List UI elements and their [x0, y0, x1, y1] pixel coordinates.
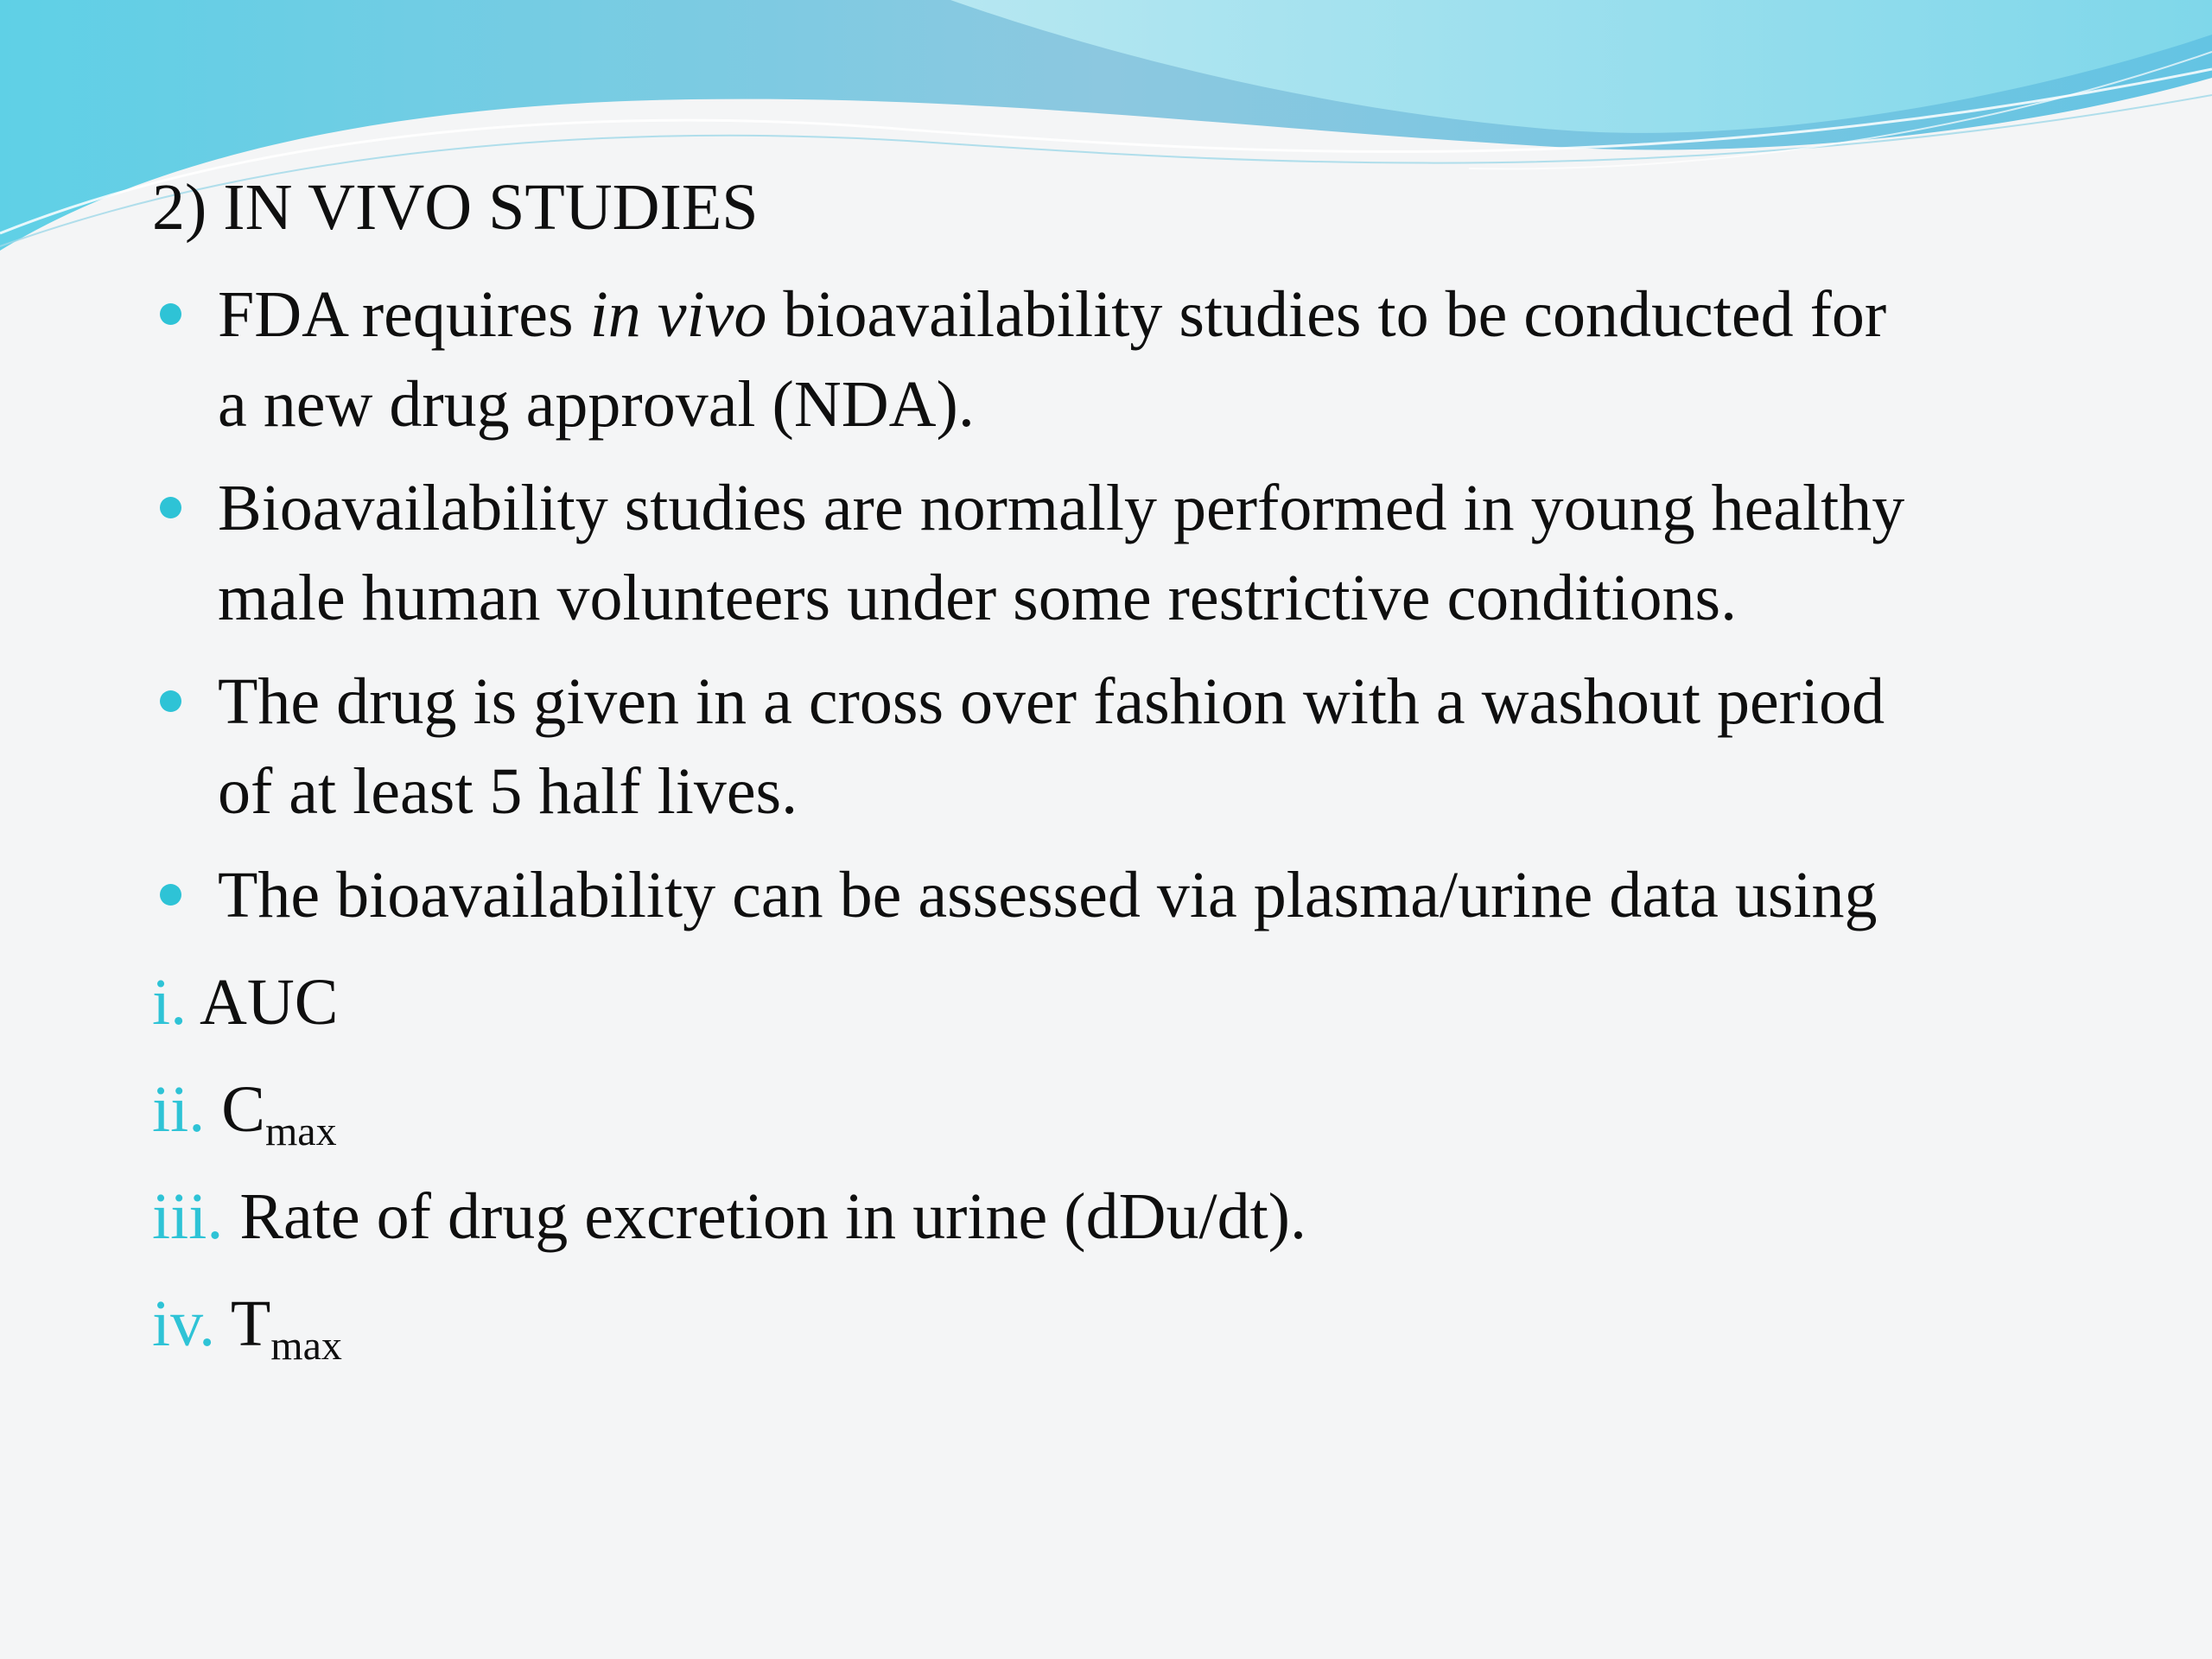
bullet-dot-icon	[160, 884, 181, 906]
list-item-text: AUC	[199, 966, 339, 1039]
list-item-text: C	[221, 1073, 265, 1146]
emphasis-text: in vivo	[589, 278, 767, 351]
bullet-text: Bioavailability studies are normally performed in young healthy male human volunteers under some restrictive conditions.	[218, 472, 1905, 634]
bullet-dot-icon	[160, 303, 181, 325]
numbered-item-auc	[152, 957, 338, 1047]
slide-heading: 2) IN VIVO STUDIES	[152, 171, 759, 244]
list-item-text: T	[230, 1287, 271, 1360]
subscript-text: max	[270, 1323, 342, 1369]
numbered-item-tmax	[152, 1279, 342, 1369]
bullet-text: The bioavailability can be assessed via plasma/urine data using	[218, 859, 1878, 931]
list-number: i.	[152, 966, 188, 1039]
subscript-text: max	[264, 1109, 337, 1154]
bullet-dot-icon	[160, 497, 181, 518]
bullet-text: The drug is given in a cross over fashion with a washout period of at least 5 half lives.	[218, 665, 1885, 828]
bullet-text: FDA requires in vivo bioavailability studies to be conducted for a new drug approval (NDA).	[218, 278, 1887, 441]
list-number: iv.	[152, 1287, 216, 1360]
bullet-dot-icon	[160, 690, 181, 712]
list-number: ii.	[152, 1073, 206, 1146]
numbered-item-excretion-rate	[152, 1172, 1306, 1262]
list-item-text: Rate of drug excretion in urine (dDu/dt).	[239, 1180, 1306, 1253]
numbered-item-cmax	[152, 1065, 337, 1154]
list-number: iii.	[152, 1180, 224, 1253]
